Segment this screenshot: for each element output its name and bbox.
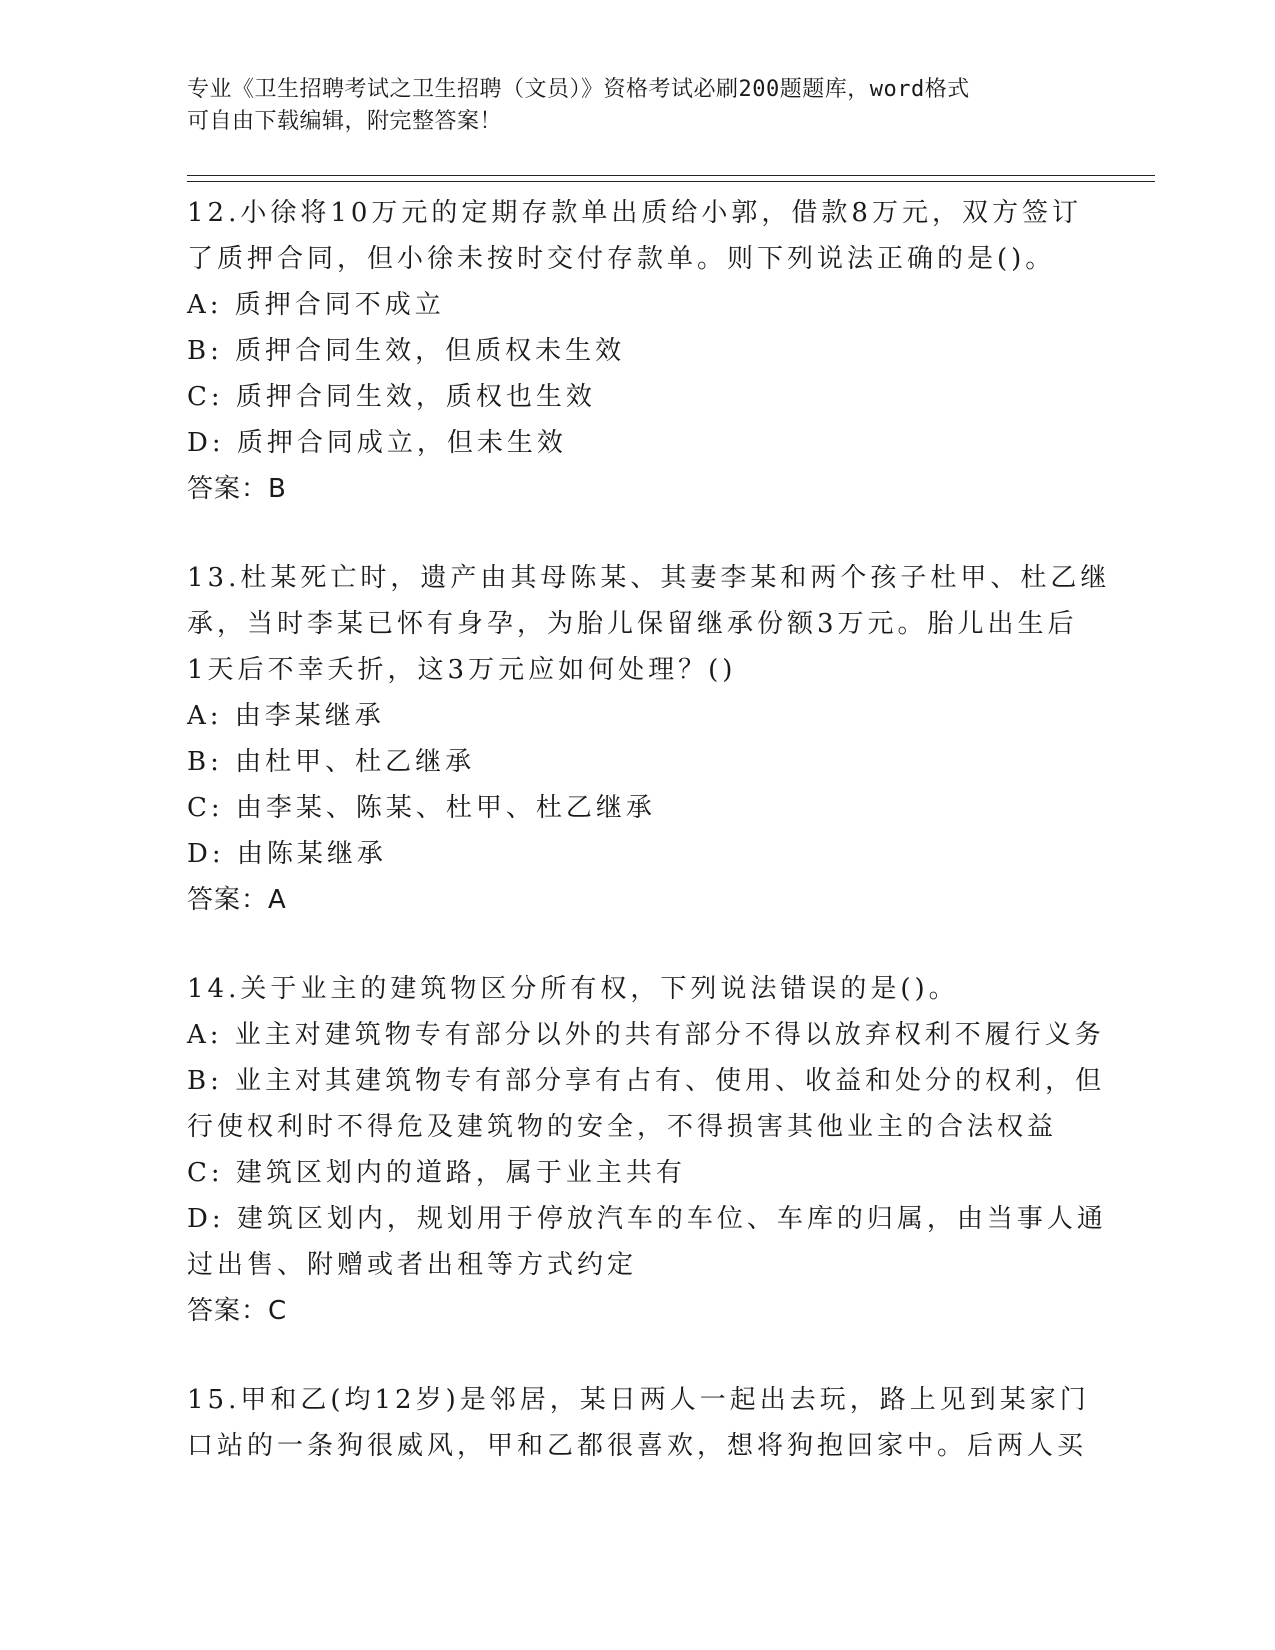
option-b: B: 业主对其建筑物专有部分享有占有、使用、收益和处分的权利，但 bbox=[187, 1066, 1106, 1096]
question-stem-line: 口站的一条狗很威风，甲和乙都很喜欢，想将狗抱回家中。后两人买 bbox=[187, 1431, 1088, 1461]
question-stem-line: 13.杜某死亡时，遗产由其母陈某、其妻李某和两个孩子杜甲、杜乙继 bbox=[187, 563, 1111, 593]
option-a: A: 业主对建筑物专有部分以外的共有部分不得以放弃权利不履行义务 bbox=[187, 1020, 1105, 1050]
question-stem-line: 1天后不幸夭折，这3万元应如何处理？() bbox=[187, 655, 737, 685]
option-c: C: 质押合同生效，质权也生效 bbox=[187, 382, 596, 412]
question-12 bbox=[187, 190, 1082, 512]
option-c: C: 由李某、陈某、杜甲、杜乙继承 bbox=[187, 793, 656, 823]
question-stem-line: 12.小徐将10万元的定期存款单出质给小郭，借款8万元，双方签订 bbox=[187, 198, 1082, 228]
option-d-continued: 过出售、附赠或者出租等方式约定 bbox=[187, 1250, 638, 1280]
header-line-1: 专业《卫生招聘考试之卫生招聘（文员）》资格考试必刷200题题库，word格式 bbox=[187, 77, 970, 102]
option-b: B: 由杜甲、杜乙继承 bbox=[187, 747, 476, 777]
option-d: D: 由陈某继承 bbox=[187, 839, 387, 869]
question-stem-line: 承，当时李某已怀有身孕，为胎儿保留继承份额3万元。胎儿出生后 bbox=[187, 609, 1078, 639]
document-header bbox=[187, 74, 1067, 138]
option-d: D: 质押合同成立，但未生效 bbox=[187, 428, 567, 458]
question-list bbox=[187, 190, 1111, 1469]
question-14 bbox=[187, 966, 1107, 1334]
option-a: A: 由李某继承 bbox=[187, 701, 385, 731]
question-15 bbox=[187, 1377, 1090, 1469]
answer-line: 答案：C bbox=[187, 1296, 288, 1326]
option-d: D: 建筑区划内，规划用于停放汽车的车位、车库的归属，由当事人通 bbox=[187, 1204, 1107, 1234]
question-13 bbox=[187, 555, 1111, 923]
question-stem-line: 了质押合同，但小徐未按时交付存款单。则下列说法正确的是()。 bbox=[187, 244, 1056, 274]
option-b: B: 质押合同生效，但质权未生效 bbox=[187, 336, 626, 366]
answer-line: 答案：B bbox=[187, 474, 287, 504]
option-b-continued: 行使权利时不得危及建筑物的安全，不得损害其他业主的合法权益 bbox=[187, 1112, 1058, 1142]
option-a: A: 质押合同不成立 bbox=[187, 290, 445, 320]
question-stem-line: 15.甲和乙(均12岁)是邻居，某日两人一起出去玩，路上见到某家门 bbox=[187, 1385, 1090, 1415]
option-c: C: 建筑区划内的道路，属于业主共有 bbox=[187, 1158, 686, 1188]
answer-line: 答案：A bbox=[187, 885, 287, 915]
header-divider-top bbox=[187, 175, 1155, 176]
question-stem-line: 14.关于业主的建筑物区分所有权，下列说法错误的是()。 bbox=[187, 974, 959, 1004]
header-divider-bottom bbox=[187, 181, 1155, 182]
header-line-2: 可自由下载编辑，附完整答案！ bbox=[187, 109, 503, 134]
